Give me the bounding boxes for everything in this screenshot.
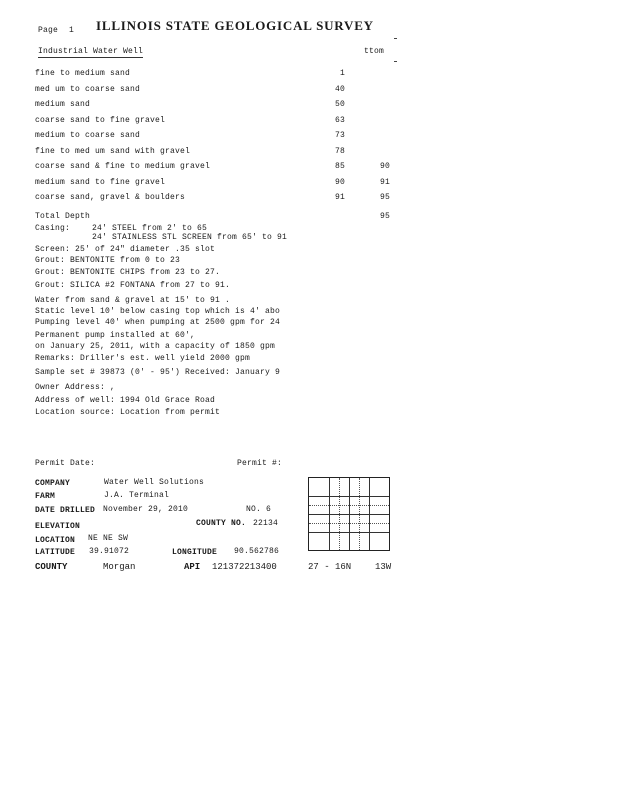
casing-line-1: 24' STEEL from 2' to 65 [92, 224, 208, 233]
note-line: Screen: 25' of 24" diameter .35 slot [35, 245, 216, 254]
stratum-description: coarse sand to fine gravel [35, 115, 166, 125]
stratum-bottom: 50 [334, 100, 345, 109]
grid-line [309, 532, 389, 533]
note-line: Grout: BENTONITE CHIPS from 23 to 27. [35, 268, 221, 277]
casing-line-2: 24' STAINLESS STL SCREEN from 65' to 91 [92, 233, 288, 242]
stratum-bottom: 1 [339, 69, 345, 78]
company-value: Water Well Solutions [104, 478, 205, 487]
stratum-description: medium sand to fine gravel [35, 177, 166, 187]
stratum-description: medium sand [35, 100, 91, 109]
grid-line [309, 523, 389, 524]
farm-value: J.A. Terminal [104, 491, 170, 500]
stratum-description: med um to coarse sand [35, 84, 141, 94]
total-depth-value: 95 [379, 212, 390, 221]
stratum-description: medium to coarse sand [35, 131, 141, 140]
stratum-top: 85 [334, 162, 345, 171]
stratum-description: coarse sand & fine to medium gravel [35, 162, 211, 171]
stratum-bottom: 73 [334, 131, 345, 140]
margin-mark [394, 38, 397, 39]
note-line: Water from sand & gravel at 15' to 91 . [35, 296, 231, 305]
api-label: API [184, 562, 201, 572]
stratum-bottom: 78 [334, 146, 345, 156]
grid-line [309, 505, 389, 506]
margin-mark [394, 61, 397, 62]
stratum-bottom: 90 [379, 162, 390, 171]
page-number: 1 [69, 26, 75, 35]
company-label: COMPANY [35, 479, 71, 488]
note-line: Location source: Location from permit [35, 408, 221, 417]
note-line: Grout: BENTONITE from 0 to 23 [35, 256, 181, 265]
note-line: Owner Address: , [35, 383, 116, 392]
stratum-bottom: 91 [379, 177, 390, 187]
note-line: Static level 10' below casing top which is 4' abo [35, 307, 281, 316]
range-value: 13W [375, 562, 392, 572]
stratum-description: fine to medium sand [35, 69, 131, 78]
longitude-label: LONGITUDE [172, 548, 218, 557]
note-line: Permanent pump installed at 60', [35, 331, 196, 340]
stratum-description: fine to med um sand with gravel [35, 146, 191, 156]
location-label: LOCATION [35, 536, 76, 545]
permit-date-label: Permit Date: [35, 459, 96, 468]
casing-label: Casing: [35, 224, 71, 233]
county-value: Morgan [103, 562, 136, 572]
stratum-bottom: 63 [334, 115, 345, 125]
location-value: NE NE SW [88, 534, 129, 543]
elevation-label: ELEVATION [35, 522, 81, 531]
latitude-label: LATITUDE [35, 548, 76, 557]
stratum-top: 90 [334, 177, 345, 187]
county-no-label: COUNTY NO. [196, 519, 247, 528]
note-line: Address of well: 1994 Old Grace Road [35, 396, 216, 405]
date-drilled-value: November 29, 2010 [103, 505, 189, 514]
stratum-top: 91 [334, 193, 345, 202]
note-line: Remarks: Driller's est. well yield 2000 gpm [35, 354, 251, 363]
stratum-bottom: 40 [334, 84, 345, 94]
page-label [38, 26, 74, 35]
column-header: ttom [364, 47, 385, 56]
county-label: COUNTY [35, 562, 68, 572]
note-line: Pumping level 40' when pumping at 2500 gpm for 24 [35, 318, 281, 327]
farm-label: FARM [35, 492, 56, 501]
page-label-text: Page [38, 26, 59, 35]
grid-line [309, 496, 389, 497]
well-type: Industrial Water Well [38, 47, 144, 56]
stratum-bottom: 95 [379, 193, 390, 202]
date-drilled-label: DATE DRILLED [35, 506, 96, 515]
total-depth-label: Total Depth [35, 212, 91, 221]
latitude-value: 39.91072 [89, 547, 130, 556]
document-title: ILLINOIS STATE GEOLOGICAL SURVEY [96, 18, 374, 33]
note-line: on January 25, 2011, with a capacity of 1850 gpm [35, 342, 276, 351]
api-value: 121372213400 [212, 562, 277, 572]
section-township: 27 - 16N [308, 562, 352, 572]
note-line: Sample set # 39873 (0' - 95') Received: January 9 [35, 368, 281, 377]
well-number: NO. 6 [246, 505, 272, 514]
note-line: Grout: SILICA #2 FONTANA from 27 to 91. [35, 281, 231, 290]
grid-line [309, 514, 389, 515]
longitude-value: 90.562786 [234, 547, 280, 556]
section-grid [308, 477, 390, 551]
county-no-value: 22134 [253, 519, 279, 528]
permit-number-label: Permit #: [237, 459, 283, 468]
stratum-description: coarse sand, gravel & boulders [35, 193, 186, 202]
